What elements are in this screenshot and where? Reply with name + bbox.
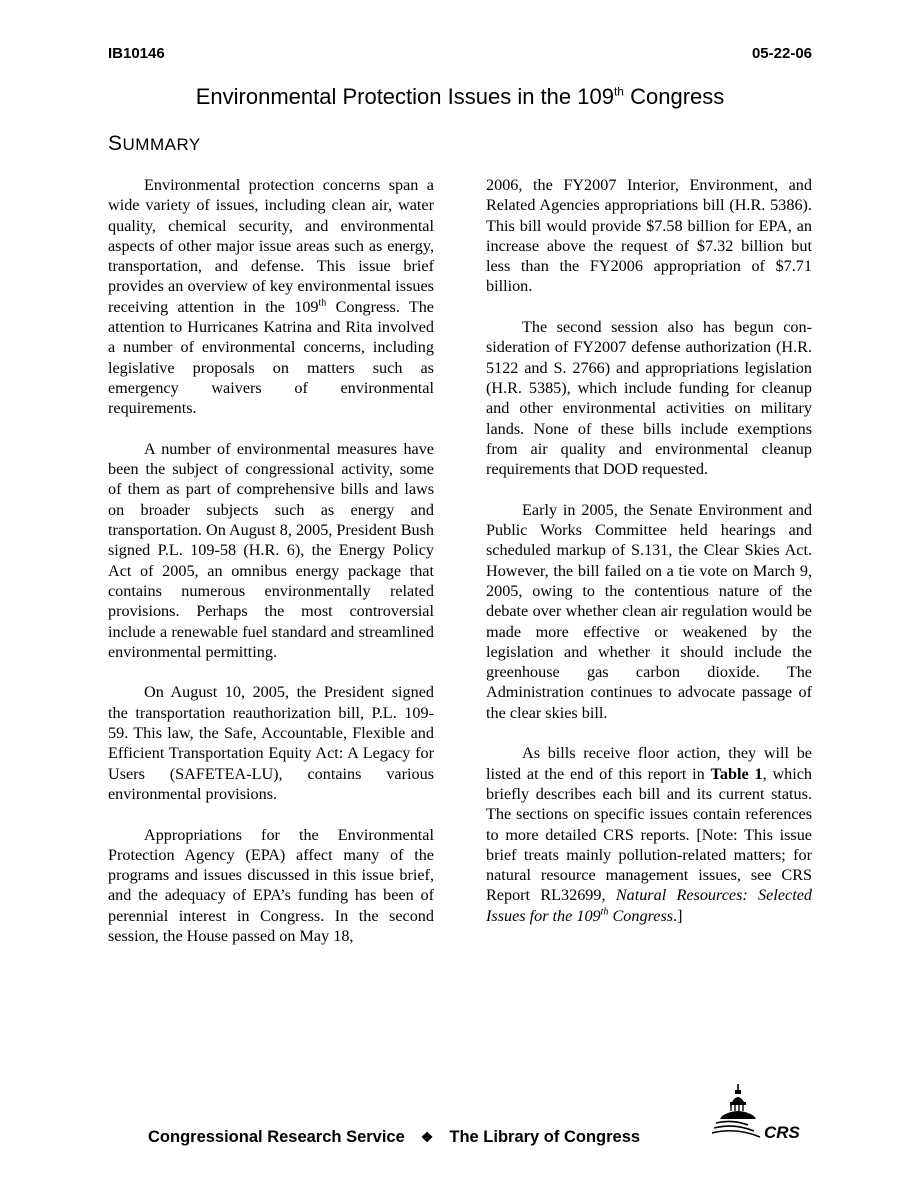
paragraph: The second session also has begun consideration of FY2007 defense authorization (H.R. 5122 and S. 2766) and appropriations legislation (H.R. 5385), which include funding for cleanup and other environmental activities on military lands. None of these bills include exemptions from air quality and environmental cleanup requirements that DOD requested. bbox=[486, 318, 812, 479]
section-heading-cap: S bbox=[108, 132, 123, 155]
report-date: 05-22-06 bbox=[751, 45, 812, 62]
section-heading-rest: UMMARY bbox=[122, 135, 201, 154]
report-id: IB10146 bbox=[108, 45, 165, 62]
title-sup: th bbox=[613, 84, 624, 99]
report-title-text: Natural Resources: Selected Issues for the 109 bbox=[486, 886, 812, 925]
paragraph: 2006, the FY2007 Interior, Environment, and Related Agencies appropriations bill (H.R. 5386). This bill would provide $7.58 billion for EPA, an increase above the request of $7.32 billion but less than the FY2006 appropriation of $7.71 billion. bbox=[486, 176, 812, 296]
paragraph: Appropriations for the Environmental Protection Agency (EPA) affect many of the programs and issues discussed in this issue brief, and the adequacy of EPA’s funding has been of perennial interest in Congress. In the second session, the House passed on May 18, bbox=[108, 825, 434, 945]
superscript: th bbox=[600, 906, 609, 918]
title-main: Environmental Protection Issues in the 109 bbox=[195, 84, 614, 109]
paragraph: A number of environmental measures have been the subject of congressional activity, some of them as part of comprehensive bills and laws on broader subjects such as energy and transportation. On August 8, 2005, President Bush signed P.L. 109-58 (H.R. 6), the Energy Policy Act of 2005, an omnibus energy package that contains numerous environmentally related provisions. Perhaps the most controversial include a renewable fuel standard and streamlined environmental permitting. bbox=[108, 439, 434, 661]
crs-logo bbox=[712, 1082, 808, 1142]
title-end: Congress bbox=[623, 84, 725, 109]
left-column bbox=[108, 175, 434, 967]
footer-org: Congressional Research Service bbox=[148, 1128, 405, 1146]
paragraph-text: Congress. The attention to Hurricanes Katrina and Rita involved a number of environmental concerns, including legislative proposals on matters such as emergency waivers of environmental requirements. bbox=[108, 297, 434, 418]
paragraph-text: As bills receive floor action, they will be listed at the end of this report in bbox=[486, 744, 812, 783]
paragraph: Early in 2005, the Senate Environment and Public Works Committee held hearings and scheduled markup of S.131, the Clear Skies Act. However, the bill failed on a tie vote on March 9, 2005, owing to the contentious nature of the debate over whether clean air regulation would be made more effective or weakened by the legislation and whether it should include the greenhouse gas carbon dioxide. The Administration continues to advocate passage of the clear skies bill. bbox=[486, 500, 812, 722]
footer-library: The Library of Congress bbox=[449, 1128, 641, 1146]
right-column bbox=[486, 175, 812, 946]
superscript: th bbox=[318, 297, 327, 309]
section-heading bbox=[108, 132, 201, 156]
table-reference: Table 1 bbox=[710, 764, 763, 783]
paragraph bbox=[486, 743, 812, 926]
footer bbox=[148, 1128, 640, 1147]
page-title bbox=[0, 84, 920, 110]
paragraph-text: , which briefly describes each bill and its current status. The sections on specific issues contain references to more detailed CRS reports. [Note: This issue brief treats mainly pollution-related matters; for natural resource management issues, see CRS Report RL32699, bbox=[486, 764, 813, 905]
paragraph-text: .] bbox=[673, 906, 683, 925]
svg-text:CRS: CRS bbox=[764, 1123, 800, 1142]
paragraph bbox=[108, 175, 434, 419]
paragraph-text: Environmental protection concerns span a wide variety of issues, including clean air, water quality, chemical security, and environmental aspects of other major issue areas such as energy, transportation, and defense. This issue brief provides an overview of key environmental issues receiving attention in the 109 bbox=[108, 176, 434, 316]
report-title-text: Congress bbox=[608, 906, 674, 925]
footer-separator: ❖ bbox=[420, 1129, 434, 1145]
paragraph: On August 10, 2005, the President signed the transportation reauthorization bill, P.L. 109-59. This law, the Safe, Accountable, Flexible and Efficient Transportation Equity Act: A Legacy for Users (SAFETEA-LU), contains various environmental provisions. bbox=[108, 683, 434, 803]
